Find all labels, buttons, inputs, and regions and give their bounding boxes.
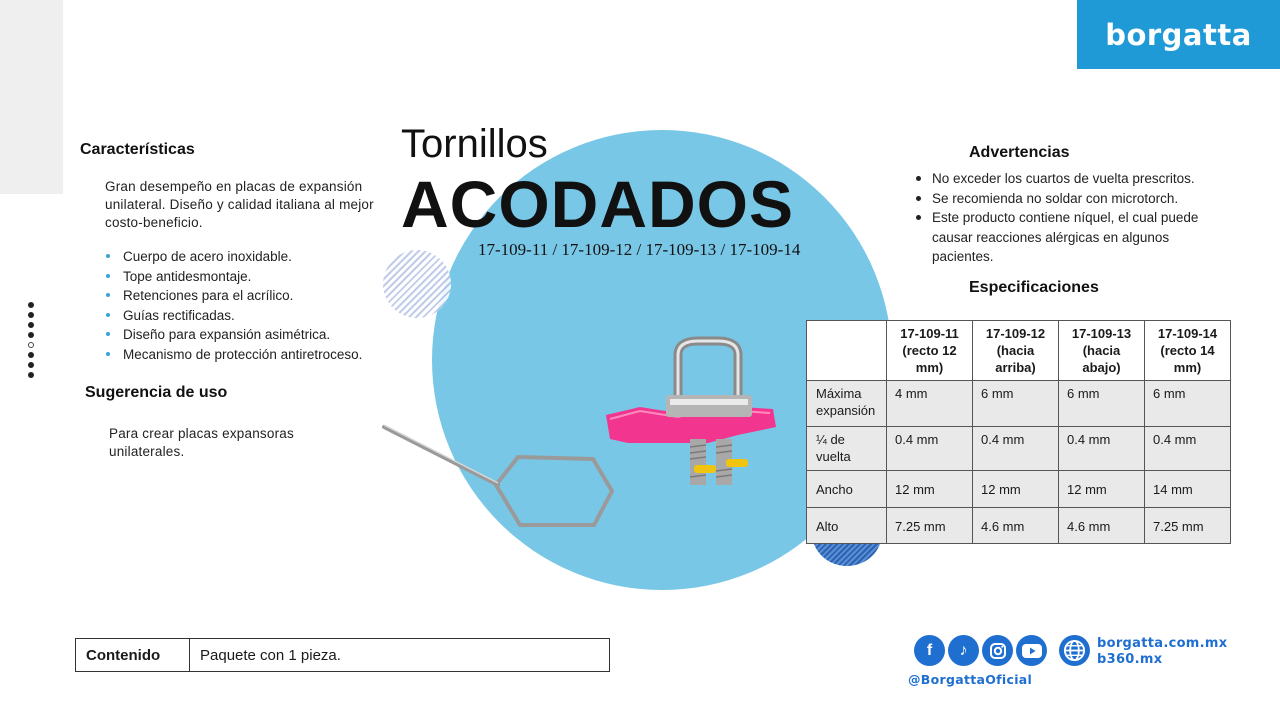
list-item: Retenciones para el acrílico.: [105, 286, 405, 306]
sugerencia-text: Para crear placas expansoras unilaterales.: [109, 426, 294, 459]
caracteristicas-paragraph: Gran desempeño en placas de expansión unilateral. Diseño y calidad italiana al mejor costo-beneficio.: [105, 179, 374, 230]
table-cell: 6 mm: [973, 381, 1059, 427]
column-header: 17-109-12 (hacia arriba): [973, 321, 1059, 381]
globe-icon[interactable]: [1059, 635, 1090, 666]
nav-dot[interactable]: [28, 302, 34, 308]
contenido-label: Contenido: [76, 639, 190, 672]
list-item: Este producto contiene níquel, el cual puede causar reacciones alérgicas en algunos pacientes.: [914, 208, 1234, 267]
table-corner-cell: [807, 321, 887, 381]
logo-text: borgatta: [1105, 17, 1252, 52]
table-cell: 7.25 mm: [1145, 508, 1231, 544]
social-handle[interactable]: @BorgattaOficial: [908, 672, 1033, 687]
website-link[interactable]: b360.mx: [1097, 652, 1163, 667]
table-cell: 12 mm: [1059, 471, 1145, 508]
table-cell: 14 mm: [1145, 471, 1231, 508]
table-cell: 0.4 mm: [1059, 427, 1145, 471]
row-header: Alto: [807, 508, 887, 544]
caracteristicas-list: [105, 247, 405, 364]
list-item: Mecanismo de protección antiretroceso.: [105, 345, 405, 365]
table-cell: 12 mm: [973, 471, 1059, 508]
list-item: No exceder los cuartos de vuelta prescritos.: [914, 169, 1234, 189]
title-line-1: Tornillos: [401, 122, 548, 166]
list-item: Diseño para expansión asimétrica.: [105, 325, 405, 345]
table-row: [807, 381, 1231, 427]
row-header: ¼ de vuelta: [807, 427, 887, 471]
website-links: [1097, 636, 1227, 668]
title-line-2: ACODADOS: [401, 167, 795, 241]
left-gray-band: [0, 0, 63, 194]
nav-dot[interactable]: [28, 352, 34, 358]
table-cell: 12 mm: [887, 471, 973, 508]
table-header-row: [807, 321, 1231, 381]
contenido-value: Paquete con 1 pieza.: [190, 639, 610, 672]
table-cell: 4.6 mm: [973, 508, 1059, 544]
social-icons: [914, 635, 1047, 666]
caracteristicas-heading: Características: [80, 141, 195, 158]
table-cell: 4 mm: [887, 381, 973, 427]
nav-dot[interactable]: [28, 322, 34, 328]
youtube-icon[interactable]: [1016, 635, 1047, 666]
column-header: 17-109-13 (hacia abajo): [1059, 321, 1145, 381]
screw-body: [666, 341, 752, 485]
advertencias-heading: Advertencias: [969, 144, 1070, 161]
column-header: 17-109-11 (recto 12 mm): [887, 321, 973, 381]
especificaciones-heading: Especificaciones: [969, 279, 1099, 296]
table-cell: 4.6 mm: [1059, 508, 1145, 544]
facebook-icon[interactable]: f: [914, 635, 945, 666]
table-cell: 7.25 mm: [887, 508, 973, 544]
list-item: Cuerpo de acero inoxidable.: [105, 247, 405, 267]
list-item: Tope antidesmontaje.: [105, 267, 405, 287]
table-cell: 0.4 mm: [973, 427, 1059, 471]
product-codes: 17-109-11 / 17-109-12 / 17-109-13 / 17-109-14: [478, 240, 801, 259]
table-cell: 6 mm: [1059, 381, 1145, 427]
brand-logo: [1077, 0, 1280, 69]
instagram-icon[interactable]: [982, 635, 1013, 666]
sugerencia-heading: Sugerencia de uso: [85, 384, 228, 401]
table-cell: 6 mm: [1145, 381, 1231, 427]
advertencias-list: [914, 169, 1234, 267]
list-item: Se recomienda no soldar con microtorch.: [914, 189, 1234, 209]
nav-dot[interactable]: [28, 312, 34, 318]
column-header: 17-109-14 (recto 14 mm): [1145, 321, 1231, 381]
list-item: Guías rectificadas.: [105, 306, 405, 326]
table-row: [76, 639, 610, 672]
nav-dot-active[interactable]: [28, 342, 34, 348]
table-row: [807, 427, 1231, 471]
row-header: Máxima expansión: [807, 381, 887, 427]
specs-table: [806, 320, 1231, 544]
table-cell: 0.4 mm: [887, 427, 973, 471]
table-row: [807, 471, 1231, 508]
nav-dot[interactable]: [28, 372, 34, 378]
row-header: Ancho: [807, 471, 887, 508]
contenido-table: [75, 638, 610, 672]
tiktok-icon[interactable]: ♪: [948, 635, 979, 666]
website-link[interactable]: borgatta.com.mx: [1097, 636, 1228, 651]
nav-dot[interactable]: [28, 362, 34, 368]
product-image: [378, 335, 788, 535]
table-row: [807, 508, 1231, 544]
slide-nav-dots: [26, 302, 36, 382]
table-cell: 0.4 mm: [1145, 427, 1231, 471]
nav-dot[interactable]: [28, 332, 34, 338]
